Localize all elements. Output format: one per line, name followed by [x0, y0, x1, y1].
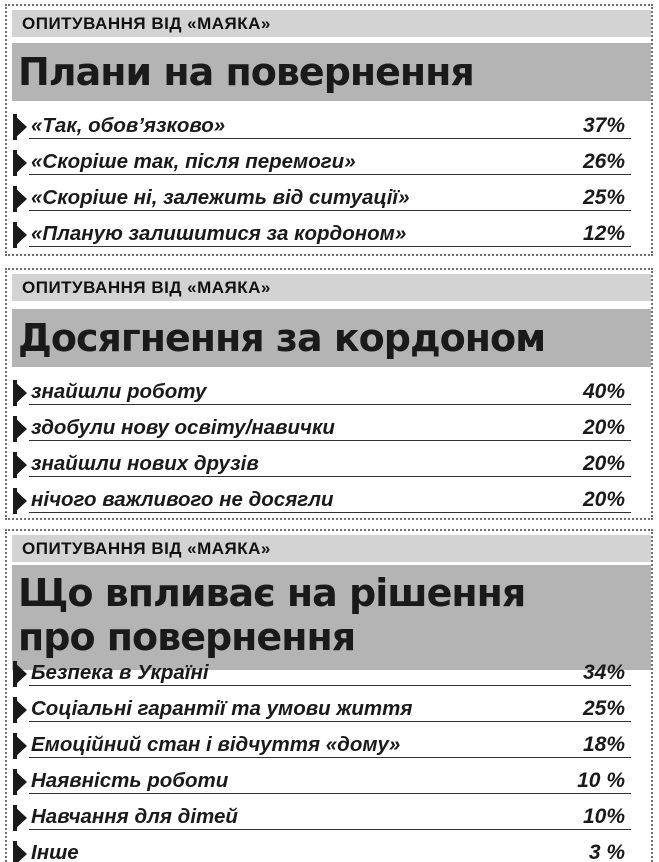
triangle-marker-icon [13, 452, 27, 478]
row-underline [29, 476, 631, 477]
poll-source-label: ОПИТУВАННЯ ВІД «МАЯКА» [12, 10, 651, 37]
row-underline [29, 440, 631, 441]
poll-result-row [7, 692, 651, 728]
row-underline [29, 829, 631, 830]
poll-result-row [7, 447, 651, 483]
result-label: «Скоріше ні, залежить від ситуації» [31, 186, 410, 209]
poll-result-row [7, 181, 651, 217]
result-percent: 12% [582, 222, 625, 245]
poll-title-line: Плани на повернення [18, 50, 474, 94]
poll-title [18, 311, 545, 365]
row-underline [29, 793, 631, 794]
triangle-marker-icon [13, 416, 27, 442]
triangle-marker-icon [13, 150, 27, 176]
result-label: «Планую залишитися за кордоном» [31, 222, 407, 245]
triangle-marker-icon [13, 186, 27, 212]
result-label: Соціальні гарантії та умови життя [31, 697, 413, 720]
row-underline [29, 246, 631, 247]
poll-title-line: про повернення [18, 615, 356, 659]
poll-results-list [7, 656, 651, 862]
poll-result-row [7, 109, 651, 145]
poll-result-row [7, 764, 651, 800]
result-label: знайшли роботу [31, 380, 207, 403]
result-percent: 40% [582, 380, 625, 403]
triangle-marker-icon [13, 769, 27, 795]
row-underline [29, 757, 631, 758]
result-percent: 10% [582, 805, 625, 828]
result-label: знайшли нових друзів [31, 452, 259, 475]
poll-results-list [7, 109, 651, 253]
triangle-marker-icon [13, 697, 27, 723]
poll-result-row [7, 375, 651, 411]
result-label: Інше [31, 841, 79, 862]
result-label: «Скоріше так, після перемоги» [31, 150, 356, 173]
poll-source-label: ОПИТУВАННЯ ВІД «МАЯКА» [12, 274, 651, 301]
result-percent: 10 % [577, 769, 625, 792]
result-label: нічого важливого не досягли [31, 488, 334, 511]
poll-return-factors [5, 529, 653, 862]
poll-result-row [7, 411, 651, 447]
result-percent: 20% [582, 488, 625, 511]
row-underline [29, 685, 631, 686]
result-label: Навчання для дітей [31, 805, 238, 828]
triangle-marker-icon [13, 805, 27, 831]
poll-result-row [7, 217, 651, 253]
poll-source-label: ОПИТУВАННЯ ВІД «МАЯКА» [12, 535, 651, 562]
result-label: Наявність роботи [31, 769, 229, 792]
result-percent: 3 % [588, 841, 625, 862]
triangle-marker-icon [13, 488, 27, 514]
result-percent: 25% [582, 186, 625, 209]
result-label: «Так, обов’язково» [31, 114, 226, 137]
poll-return-plans [5, 4, 653, 256]
poll-result-row [7, 656, 651, 692]
poll-result-row [7, 728, 651, 764]
result-label: здобули нову освіту/навички [31, 416, 335, 439]
poll-title-line: Досягнення за кордоном [18, 316, 546, 360]
poll-results-list [7, 375, 651, 519]
result-percent: 25% [582, 697, 625, 720]
poll-result-row [7, 836, 651, 862]
row-underline [29, 174, 631, 175]
row-underline [29, 721, 631, 722]
poll-result-row [7, 483, 651, 519]
row-underline [29, 512, 631, 513]
poll-title-band [12, 43, 651, 101]
poll-title [18, 571, 525, 659]
poll-title-line: Що впливає на рішення [18, 571, 526, 615]
poll-achievements-abroad [5, 268, 653, 520]
poll-result-row [7, 800, 651, 836]
triangle-marker-icon [13, 114, 27, 140]
result-percent: 26% [582, 150, 625, 173]
triangle-marker-icon [13, 380, 27, 406]
triangle-marker-icon [13, 841, 27, 862]
triangle-marker-icon [13, 733, 27, 759]
result-percent: 18% [582, 733, 625, 756]
row-underline [29, 210, 631, 211]
poll-result-row [7, 145, 651, 181]
triangle-marker-icon [13, 222, 27, 248]
triangle-marker-icon [13, 661, 27, 687]
result-label: Емоційний стан і відчуття «дому» [31, 733, 401, 756]
result-percent: 20% [582, 452, 625, 475]
result-percent: 34% [582, 661, 625, 684]
result-percent: 20% [582, 416, 625, 439]
row-underline [29, 404, 631, 405]
result-label: Безпека в Україні [31, 661, 209, 684]
poll-title-band [12, 565, 651, 670]
row-underline [29, 138, 631, 139]
poll-title [18, 45, 474, 99]
result-percent: 37% [582, 114, 625, 137]
poll-title-band [12, 309, 651, 367]
